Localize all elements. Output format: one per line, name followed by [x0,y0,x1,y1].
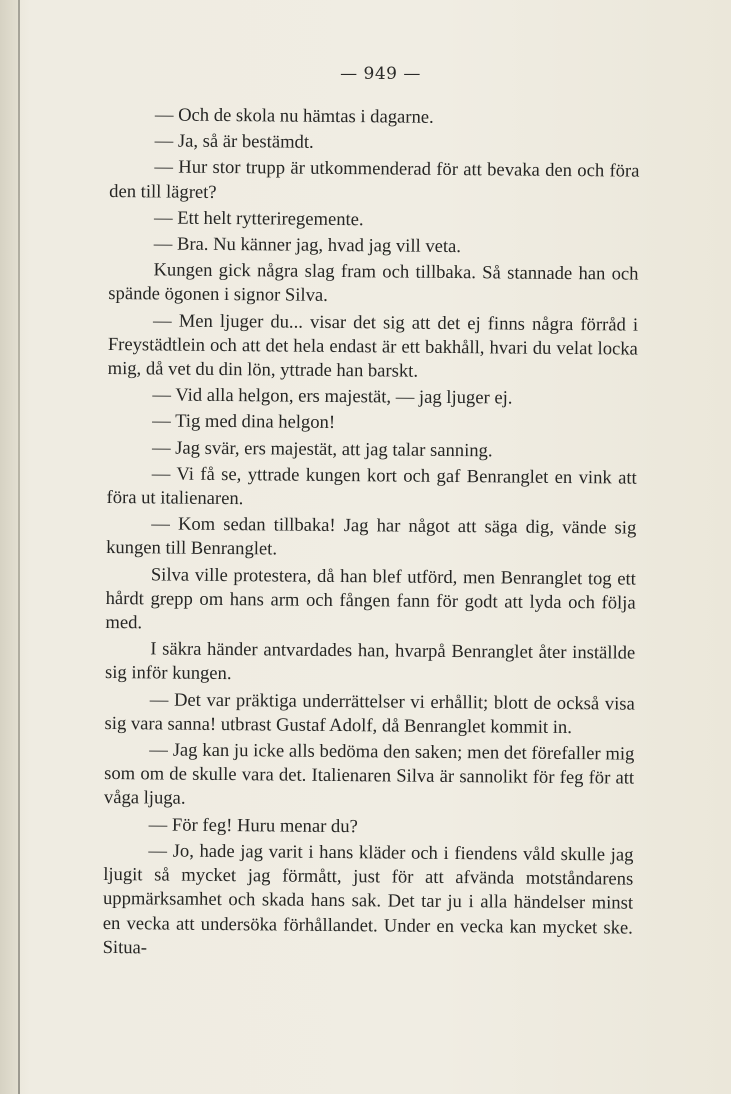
paragraph: — Men ljuger du... visar det sig att det ej finns några förråd i Freystädtlein och att det hela endast är ett bakhåll, hvari du velat locka mig, då vet du din lön, yttrade han barskt. [107,310,639,382]
spine-shadow [0,0,18,1094]
paragraph: — Ett helt rytteriregemente. [153,207,364,231]
paragraph: I säkra händer antvardades han, hvarpå Benranglet åter inställde sig inför kungen. [104,638,636,685]
spine-edge [18,0,20,1094]
paragraph: — För feg! Huru menar du? [148,814,358,837]
paragraph: — Det var präktiga underrättelser vi erhållit; blott de också visa sig vara sanna! utbrast Gustaf Adolf, då Benranglet kommit in. [104,689,635,738]
paragraph: — Vid alla helgon, ers majestät, — jag ljuger ej. [152,384,513,409]
paragraph: — Bra. Nu känner jag, hvad jag vill veta. [153,233,462,258]
paragraph: — Tig med dina helgon! [152,410,336,434]
body-text [103,103,640,964]
paragraph: — Jo, hade jag varit i hans kläder och i fiendens våld skulle jag ljugit så mycket jag förmått, just för att afvända motståndarens uppmärksamhet och skada hans sak. Det tar ju i alla händelser minst en vecka att undersöka förhållandet. Under en vecka kan mycket ske. Situa- [102,840,634,959]
paragraph: — Jag kan ju icke alls bedöma den saken; men det förefaller mig som om de skulle vara det. Italienaren Silva är sannolikt för feg för att våga ljuga. [103,739,635,810]
paragraph: — Ja, så är bestämdt. [154,130,314,153]
paragraph: — Jag svär, ers majestät, att jag talar sanning. [151,437,493,461]
paragraph: — Vi få se, yttrade kungen kort och gaf Benranglet en vink att föra ut italienaren. [106,463,637,510]
paragraph: — Kom sedan tillbaka! Jag har något att säga dig, vände sig kungen till Benranglet. [106,513,637,560]
paragraph: Kungen gick några slag fram och tillbaka. Så stannade han och spände ögonen i signor Silva. [108,259,639,307]
paragraph: Silva ville protestera, då han blef utförd, men Benranglet tog ett hårdt grepp om hans arm och fången fann för godt att lyda och följa med. [105,564,636,634]
paragraph: — Och de skola nu hämtas i dagarne. [154,104,434,128]
paragraph: — Hur stor trupp är utkommenderad för att bevaka den och föra den till lägret? [109,156,640,203]
page-number: — 949 — [340,64,421,84]
